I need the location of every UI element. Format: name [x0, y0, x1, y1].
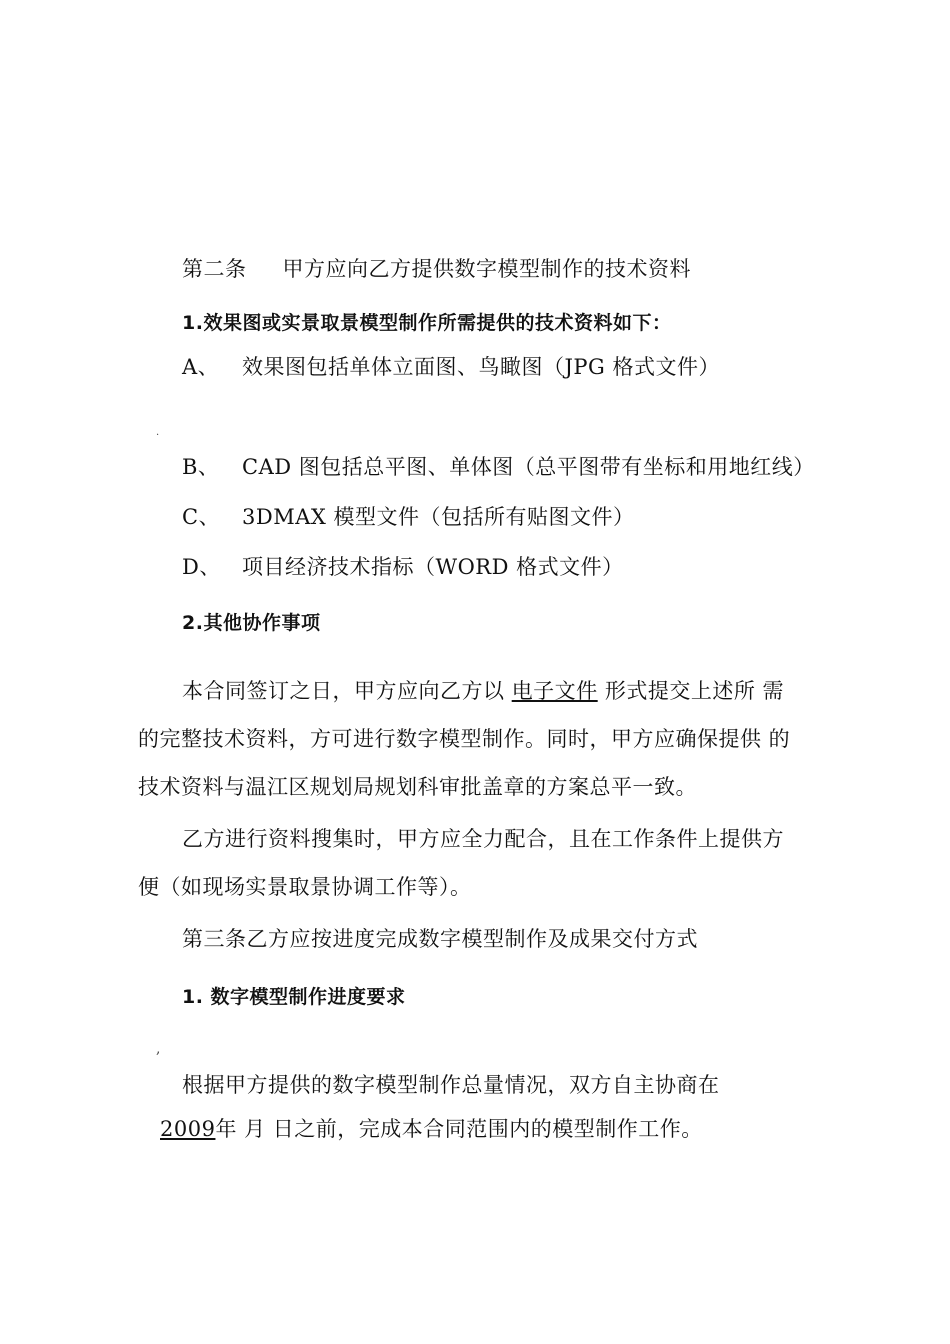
- text-run: 本合同签订之日，甲方应向乙方以: [182, 679, 505, 703]
- paragraph-line: 乙方进行资料搜集时，甲方应全力配合，且在工作条件上提供方: [182, 827, 784, 851]
- underlined-text: 电子文件: [511, 679, 598, 703]
- paragraph-line: [160, 1114, 703, 1144]
- list-item-text: 效果图包括单体立面图、鸟瞰图（JPG 格式文件）: [242, 355, 720, 379]
- text-run: 形式提交上述所 需: [604, 679, 785, 703]
- list-item-text: 3DMAX 模型文件（包括所有贴图文件）: [242, 505, 635, 529]
- section-2-heading: 2.其他协作事项: [182, 612, 321, 634]
- article-2-label: 第二条: [182, 257, 247, 281]
- list-item-label: D、: [182, 555, 221, 579]
- section-1-heading: 1.效果图或实景取景模型制作所需提供的技术资料如下：: [182, 312, 672, 334]
- article-2-heading: [182, 254, 691, 284]
- paragraph-line: 便（如现场实景取景协调工作等）。: [138, 875, 472, 899]
- year-value: 2009: [160, 1117, 216, 1141]
- article-3-subheading: 1. 数字模型制作进度要求: [182, 986, 406, 1008]
- paragraph-line: 根据甲方提供的数字模型制作总量情况，双方自主协商在: [182, 1073, 720, 1097]
- paragraph-line: 技术资料与温江区规划局规划科审批盖章的方案总平一致。: [138, 775, 697, 799]
- list-item-d: [182, 552, 624, 582]
- list-item-text: 项目经济技术指标（WORD 格式文件）: [242, 555, 624, 579]
- article-3-heading: 第三条乙方应按进度完成数字模型制作及成果交付方式: [182, 927, 698, 951]
- stray-mark: ,: [156, 1041, 161, 1057]
- list-item-c: [182, 502, 635, 532]
- list-item-a: [182, 352, 720, 382]
- list-item-label: A、: [182, 355, 220, 379]
- article-2-title: 甲方应向乙方提供数字模型制作的技术资料: [282, 257, 691, 281]
- list-item-text: CAD 图包括总平图、单体图（总平图带有坐标和用地红线）: [242, 455, 815, 479]
- paragraph-line: 的完整技术资料，方可进行数字模型制作。同时，甲方应确保提供 的: [138, 727, 791, 751]
- text-run: 年 月 日之前，完成本合同范围内的模型制作工作。: [215, 1117, 703, 1141]
- paragraph-line: [182, 676, 784, 706]
- stray-mark: .: [156, 427, 160, 438]
- list-item-label: C、: [182, 505, 221, 529]
- list-item-b: [182, 452, 815, 482]
- list-item-label: B、: [182, 455, 220, 479]
